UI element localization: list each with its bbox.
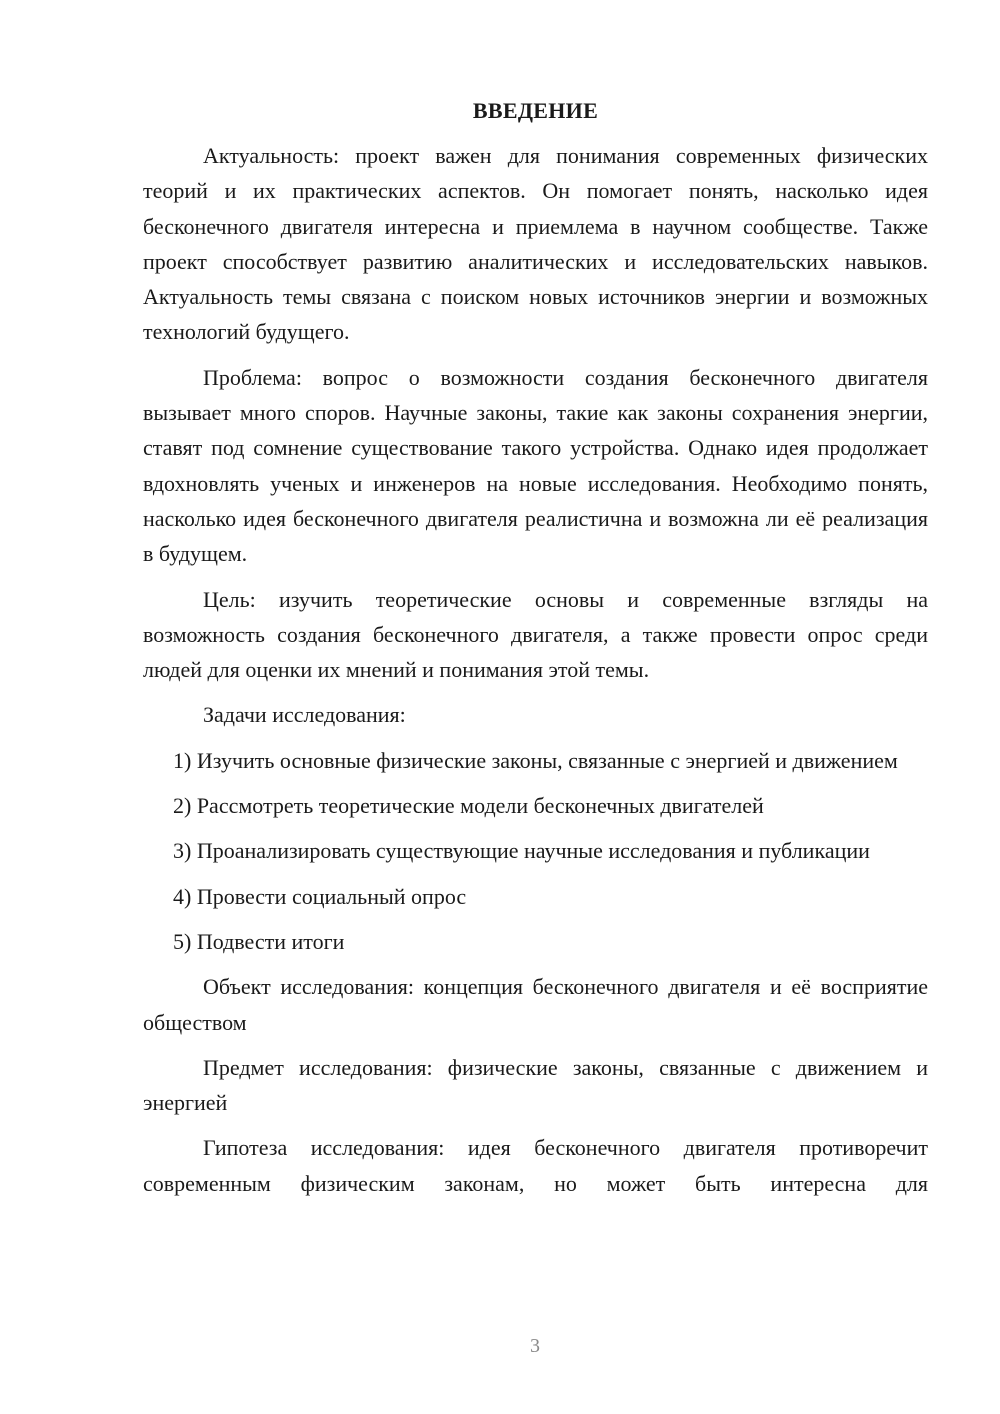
paragraph-goal: Цель: изучить теоретические основы и современные взгляды на возможность создания бесконечного двигателя, а также провести опрос среди людей для оценки их мнений и понимания этой темы.	[143, 586, 928, 683]
document-page	[143, 96, 928, 1201]
section-title: ВВЕДЕНИЕ	[472, 98, 599, 123]
paragraph-hypothesis: Гипотеза исследования: идея бесконечного двигателя противоречит современным физическим законам, но может быть интересна для	[143, 1135, 928, 1196]
page-number: 3	[530, 1335, 540, 1357]
list-item: 4) Провести социальный опрос	[173, 883, 467, 909]
paragraph-tasks-heading: Задачи исследования:	[203, 702, 406, 728]
list-item: 1) Изучить основные физические законы, связанные с энергией и движением	[173, 747, 898, 773]
paragraph-object: Объект исследования: концепция бесконечного двигателя и её восприятие обществом	[143, 974, 928, 1035]
paragraph-relevance: Актуальность: проект важен для понимания современных физических теорий и их практических аспектов. Он помогает понять, насколько идея бесконечного двигателя интересна и приемлема в научном сообществе. Также проект способствует развитию аналитических и исследовательских навыков. Актуальность темы связана с поиском новых источников энергии и возможных технологий будущего.	[143, 143, 928, 345]
list-item: 3) Проанализировать существующие научные исследования и публикации	[173, 838, 870, 864]
paragraph-subject: Предмет исследования: физические законы, связанные с движением и энергией	[143, 1054, 928, 1116]
list-item: 2) Рассмотреть теоретические модели бесконечных двигателей	[173, 793, 764, 819]
paragraph-problem: Проблема: вопрос о возможности создания бесконечного двигателя вызывает много споров. Научные законы, такие как законы сохранения энергии, ставят под сомнение существование такого устройства. Однако идея продолжает вдохновлять ученых и инженеров на новые исследования. Необходимо понять, насколько идея бесконечного двигателя реалистична и возможна ли её реализация в будущем.	[143, 364, 928, 567]
list-item: 5) Подвести итоги	[173, 928, 345, 954]
